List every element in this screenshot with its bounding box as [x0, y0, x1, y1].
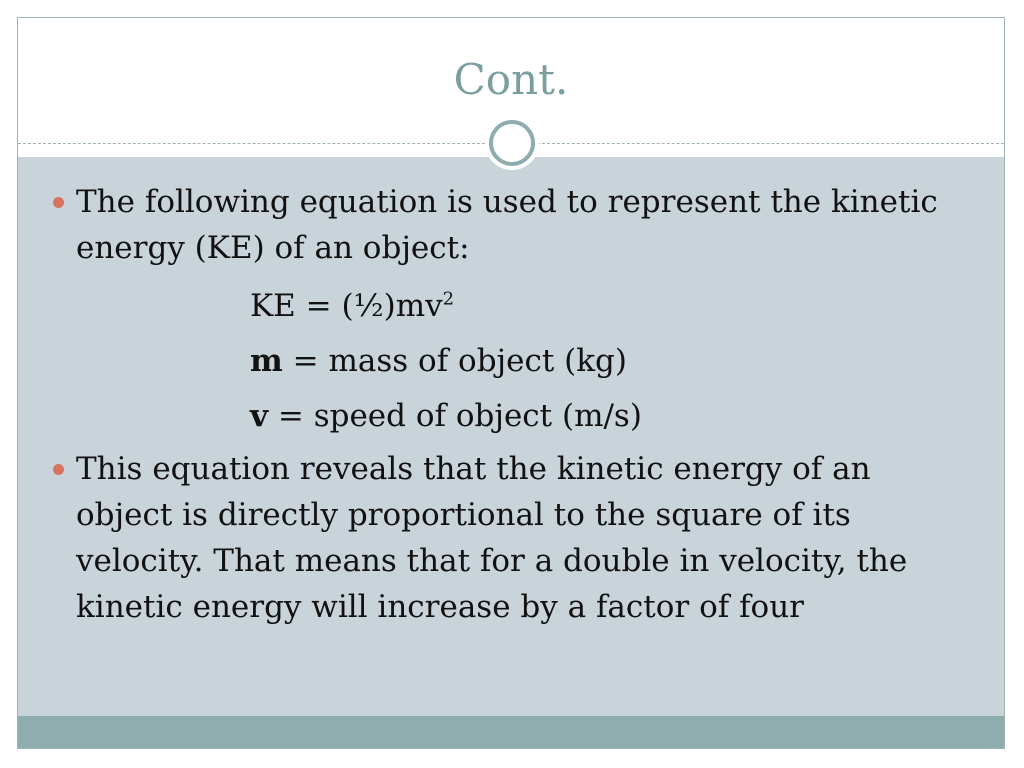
- definition-speed-symbol: v: [250, 398, 269, 434]
- circle-ring-ornament-icon: [485, 116, 539, 170]
- bullet-icon: [53, 464, 64, 475]
- bullet-item-2: [76, 446, 976, 630]
- definition-speed-text: = speed of object (m/s): [268, 398, 642, 434]
- equation-exponent: 2: [442, 288, 455, 310]
- ornament-ring: [489, 120, 535, 166]
- slide: [17, 17, 1005, 749]
- bullet-2-text: This equation reveals that the kinetic energy of an object is directly proportional to the square of its velocity. That means that for a double in velocity, the kinetic energy will increase by a factor of four: [76, 451, 908, 625]
- bullet-1-text: The following equation is used to represent the kinetic energy (KE) of an object:: [76, 184, 938, 266]
- definition-mass: [250, 338, 627, 384]
- bullet-item-1: [76, 179, 976, 271]
- definition-speed: [250, 393, 642, 439]
- equation-text: KE = (½)mv: [250, 288, 443, 324]
- equation: [250, 283, 454, 329]
- bullet-icon: [53, 197, 64, 208]
- definition-mass-symbol: m: [250, 343, 283, 379]
- definition-mass-text: = mass of object (kg): [282, 343, 627, 379]
- slide-title: Cont.: [453, 55, 569, 104]
- footer-band: [18, 716, 1004, 749]
